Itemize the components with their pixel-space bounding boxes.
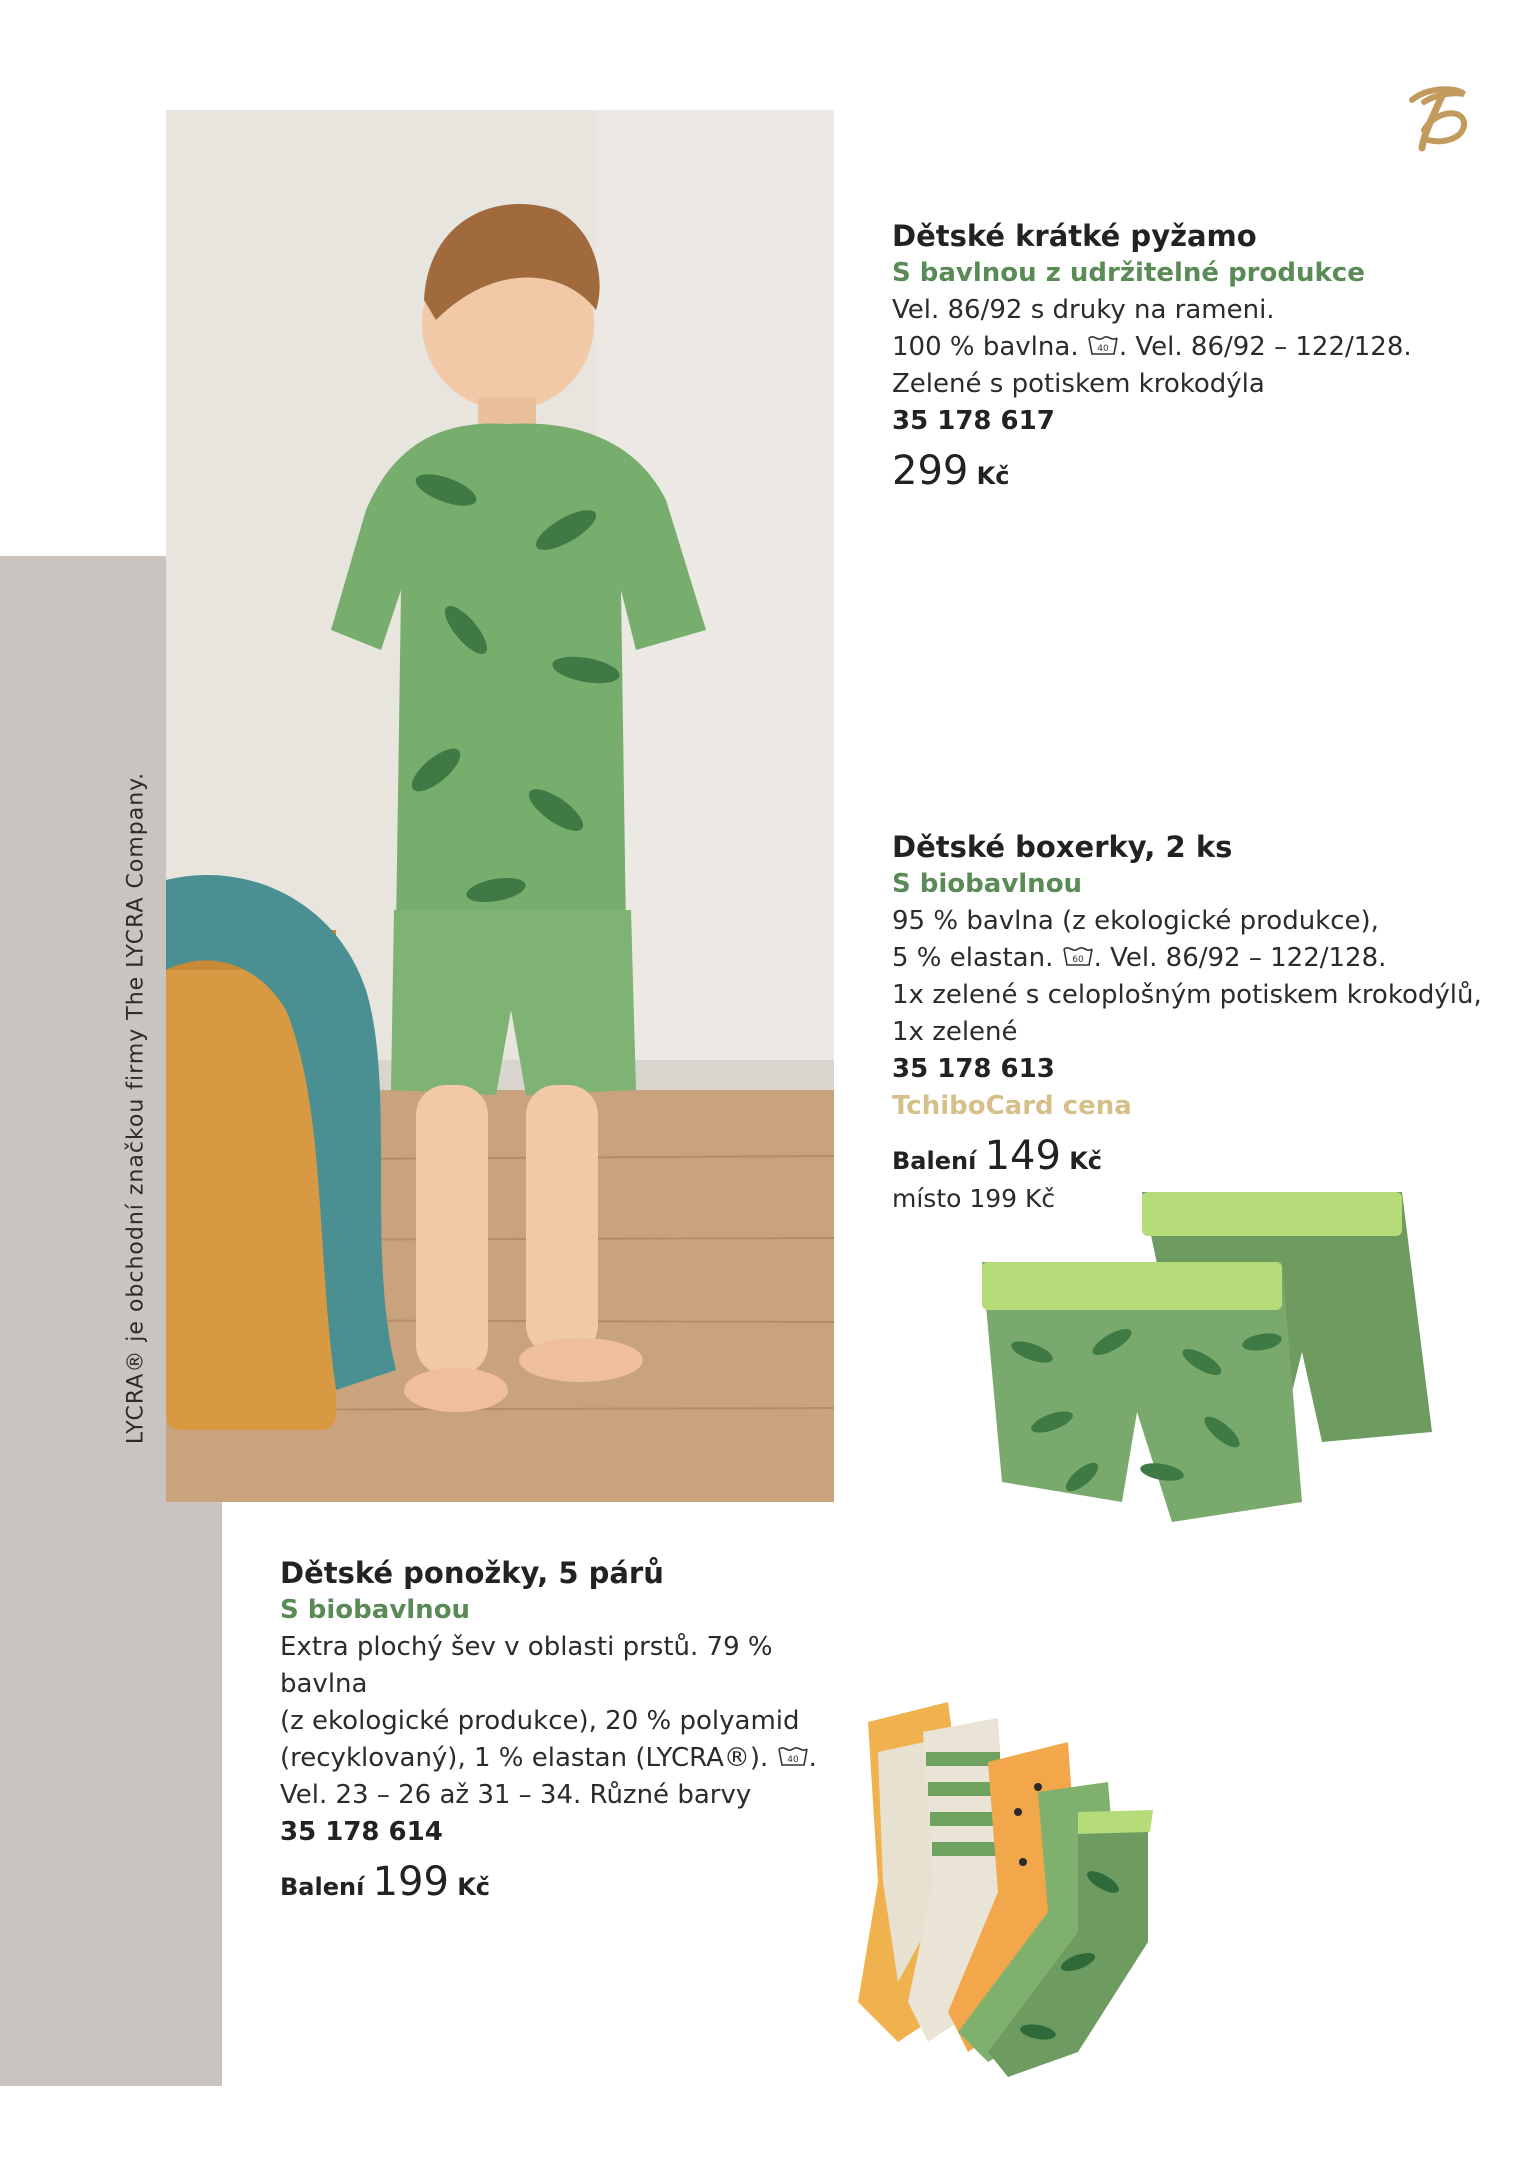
article-number: 35 178 617 bbox=[892, 406, 1055, 436]
product-socks bbox=[280, 1555, 840, 1910]
trademark-text: LYCRA® je obchodní značkou firmy The LYCRA Company. bbox=[123, 771, 149, 1445]
wash-icon bbox=[1087, 334, 1119, 358]
price-value: 149 bbox=[984, 1133, 1061, 1179]
product-desc-line: Extra plochý šev v oblasti prstů. 79 % bavlna bbox=[280, 1632, 773, 1699]
punctuation-text: . bbox=[808, 1743, 817, 1773]
product-subtitle: S biobavlnou bbox=[280, 1595, 471, 1625]
product-desc-line: 1x zelené s celoplošným potiskem krokodýlů, bbox=[892, 980, 1482, 1010]
product-desc-line: Vel. 23 – 26 až 31 – 34. Různé barvy bbox=[280, 1780, 752, 1810]
price bbox=[892, 1133, 1512, 1184]
wash-temp: 40 bbox=[786, 1755, 799, 1765]
product-desc-line: 95 % bavlna (z ekologické produkce), bbox=[892, 906, 1379, 936]
product-photo-socks bbox=[838, 1682, 1168, 2082]
product-title: Dětské krátké pyžamo bbox=[892, 219, 1257, 253]
product-subtitle: S bavlnou z udržitelné produkce bbox=[892, 258, 1365, 288]
product-boxers bbox=[892, 829, 1512, 1214]
price bbox=[280, 1859, 840, 1910]
wash-temp: 60 bbox=[1071, 955, 1084, 965]
material-text: 5 % elastan. bbox=[892, 943, 1054, 973]
product-photo-boxers bbox=[962, 1182, 1462, 1562]
price-currency: Kč bbox=[1069, 1147, 1103, 1175]
price-value: 199 bbox=[372, 1859, 449, 1905]
product-desc-line: Zelené s potiskem krokodýla bbox=[892, 369, 1265, 399]
was-price: místo 199 Kč bbox=[892, 1184, 1056, 1213]
price bbox=[892, 448, 1492, 499]
product-desc-line: 1x zelené bbox=[892, 1017, 1018, 1047]
material-text: (recyklovaný), 1 % elastan (LYCRA®). bbox=[280, 1743, 769, 1773]
tchibocard-label: TchiboCard cena bbox=[892, 1091, 1132, 1121]
wash-icon bbox=[777, 1745, 809, 1769]
product-desc-line: Vel. 86/92 s druky na rameni. bbox=[892, 295, 1275, 325]
product-title: Dětské ponožky, 5 párů bbox=[280, 1556, 664, 1590]
tchibo-logo-icon[interactable] bbox=[1402, 78, 1474, 154]
product-desc-line bbox=[892, 940, 1512, 977]
price-prefix: Balení bbox=[280, 1873, 365, 1901]
product-photo-pyjama bbox=[166, 110, 834, 1502]
article-number: 35 178 614 bbox=[280, 1817, 443, 1847]
article-number: 35 178 613 bbox=[892, 1054, 1055, 1084]
product-desc-line bbox=[280, 1740, 840, 1777]
wash-icon bbox=[1062, 945, 1094, 969]
product-title: Dětské boxerky, 2 ks bbox=[892, 830, 1233, 864]
product-desc-line: (z ekologické produkce), 20 % polyamid bbox=[280, 1706, 800, 1736]
product-subtitle: S biobavlnou bbox=[892, 869, 1083, 899]
product-desc-line bbox=[892, 329, 1492, 366]
size-text: . Vel. 86/92 – 122/128. bbox=[1118, 332, 1412, 362]
size-text: . Vel. 86/92 – 122/128. bbox=[1093, 943, 1387, 973]
price-value: 299 bbox=[892, 448, 969, 494]
price-prefix: Balení bbox=[892, 1147, 977, 1175]
product-pyjama bbox=[892, 218, 1492, 499]
price-currency: Kč bbox=[457, 1873, 491, 1901]
wash-temp: 40 bbox=[1097, 344, 1109, 354]
material-text: 100 % bavlna. bbox=[892, 332, 1079, 362]
price-currency: Kč bbox=[976, 462, 1010, 490]
